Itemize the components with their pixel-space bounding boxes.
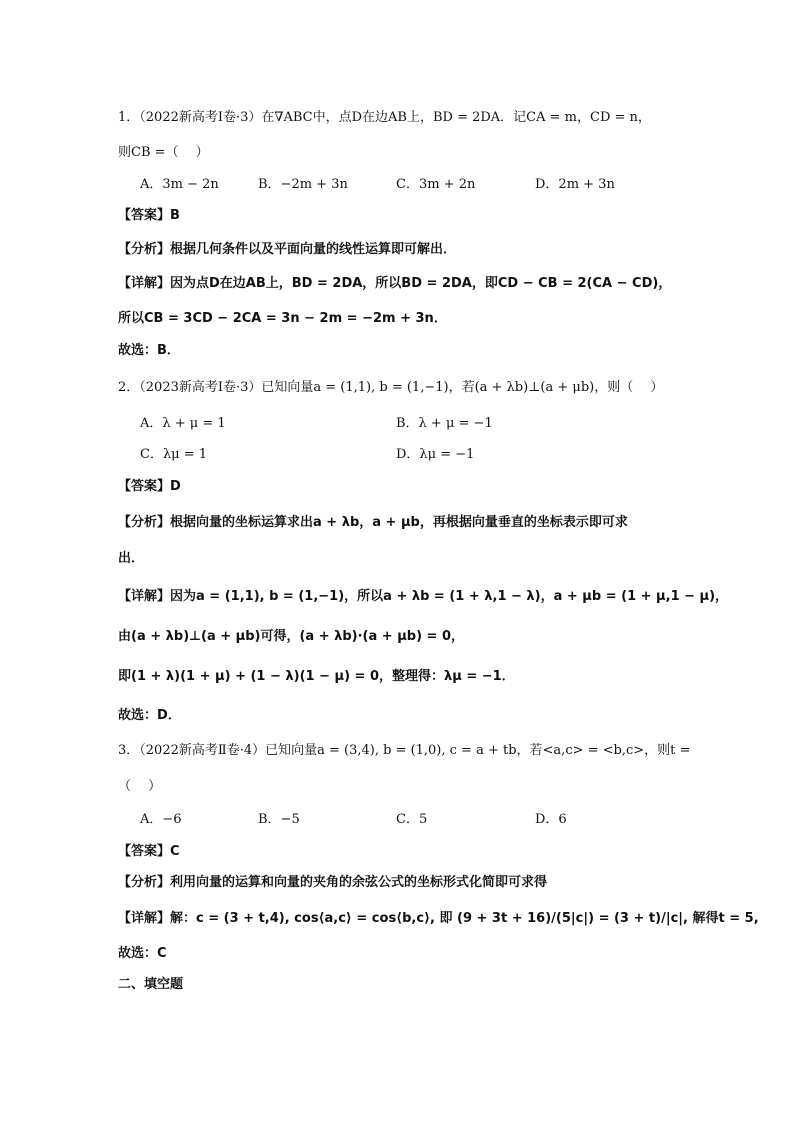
problem-3-stem: 3．（2022新高考Ⅱ卷·4）已知向量a = (3,4), b = (1,0), c = a + tb，若<a,c> = <b,c>，则t = — [118, 743, 691, 758]
problem-2-analysis: 【分析】根据向量的坐标运算求出a + λb，a + μb，再根据向量垂直的坐标表示即可求 — [118, 515, 628, 530]
problem-2-option-c: C．λμ = 1 — [140, 447, 208, 462]
problem-3-stem-continued: （ ） — [118, 779, 162, 794]
problem-2-analysis-continued: 出． — [118, 551, 145, 566]
problem-1-detail: 【详解】因为点D在边AB上，BD = 2DA，所以BD = 2DA，即CD − CB = 2(CA − CD)， — [118, 276, 672, 291]
problem-1-stem-continued: 则CB =（ ） — [118, 145, 209, 160]
problem-2-detail-final: 即(1 + λ)(1 + μ) + (1 − λ)(1 − μ) = 0，整理得：λμ = −1． — [118, 669, 515, 684]
problem-2-option-d: D．λμ = −1 — [396, 447, 475, 462]
problem-3-answer: 【答案】C — [118, 844, 180, 859]
problem-1-stem: 1．（2022新高考Ⅰ卷·3）在∇ABC中，点D在边AB上，BD = 2DA．记CA = m，CD = n， — [118, 110, 651, 125]
problem-1-option-a: A．3m − 2n — [140, 177, 219, 192]
problem-2-option-a: A．λ + μ = 1 — [140, 416, 226, 431]
problem-1-analysis: 【分析】根据几何条件以及平面向量的线性运算即可解出． — [118, 242, 457, 257]
problem-3-analysis: 【分析】利用向量的运算和向量的夹角的余弦公式的坐标形式化简即可求得 — [118, 875, 548, 890]
problem-3-option-a: A．−6 — [140, 812, 182, 827]
problem-1-option-b: B．−2m + 3n — [258, 177, 348, 192]
problem-1-option-c: C．3m + 2n — [396, 177, 476, 192]
problem-3-conclusion: 故选：C — [118, 946, 167, 961]
problem-2-answer: 【答案】D — [118, 479, 181, 494]
problem-1-conclusion: 故选：B． — [118, 343, 180, 358]
problem-1-answer: 【答案】B — [118, 208, 180, 223]
problem-1-detail-continued: 所以CB = 3CD − 2CA = 3n − 2m = −2m + 3n． — [118, 311, 447, 326]
problem-3-detail: 【详解】解：c = (3 + t,4), cos⟨a,c⟩ = cos⟨b,c⟩, 即 (9 + 3t + 16)/(5|c|) = (3 + t)/|c|, 解得t = 5, — [118, 911, 759, 926]
problem-2-detail-continued: 由(a + λb)⊥(a + μb)可得，(a + λb)·(a + μb) = 0， — [118, 629, 465, 644]
section-heading: 二、填空题 — [118, 977, 184, 992]
problem-1-option-d: D．2m + 3n — [535, 177, 615, 192]
problem-2-option-b: B．λ + μ = −1 — [396, 416, 493, 431]
problem-2-conclusion: 故选：D． — [118, 708, 181, 723]
problem-2-detail: 【详解】因为a = (1,1), b = (1,−1)，所以a + λb = (1 + λ,1 − λ)，a + μb = (1 + μ,1 − μ)， — [118, 589, 729, 604]
problem-2-stem: 2．（2023新高考Ⅰ卷·3）已知向量a = (1,1), b = (1,−1)，若(a + λb)⊥(a + μb)，则（ ） — [118, 380, 664, 395]
problem-3-option-c: C．5 — [396, 812, 428, 827]
problem-3-option-b: B．−5 — [258, 812, 300, 827]
problem-3-option-d: D．6 — [535, 812, 567, 827]
